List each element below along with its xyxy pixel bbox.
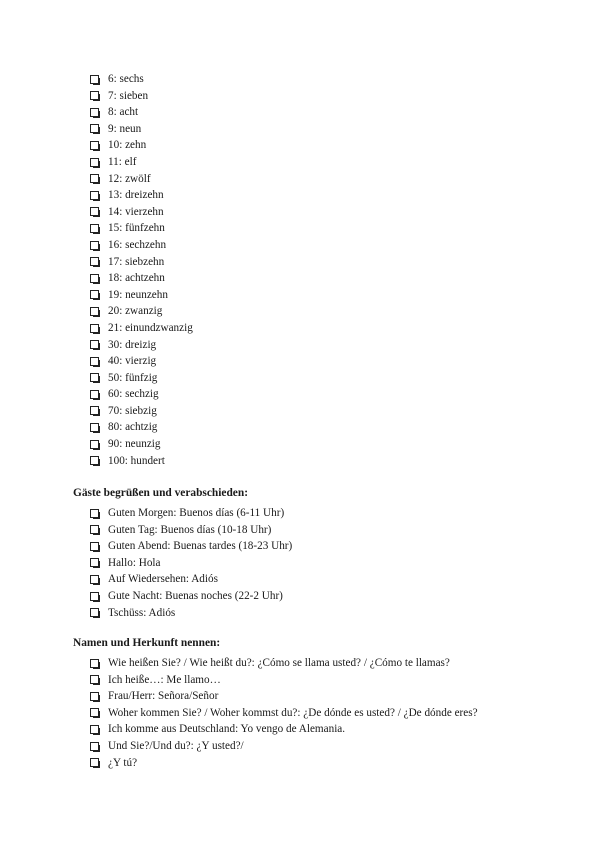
list-item — [90, 605, 292, 622]
checkbox-icon — [90, 423, 99, 432]
list-item-text: 12: zwölf — [108, 172, 151, 185]
list-item — [90, 655, 478, 672]
list-item — [90, 403, 193, 420]
checkbox-icon — [90, 357, 99, 366]
checkbox-icon — [90, 742, 99, 751]
list-item-text: 15: fünfzehn — [108, 222, 165, 235]
list-item — [90, 154, 193, 171]
checkbox-icon — [90, 224, 99, 233]
checkbox-icon — [90, 708, 99, 717]
list-item — [90, 738, 478, 755]
list-item-text: 11: elf — [108, 155, 137, 168]
list-item-text: 7: sieben — [108, 89, 149, 102]
numbers-list — [90, 71, 193, 469]
list-item — [90, 237, 193, 254]
list-item-text: 50: fünfzig — [108, 371, 158, 384]
checkbox-icon — [90, 659, 99, 668]
checkbox-icon — [90, 207, 99, 216]
checkbox-icon — [90, 675, 99, 684]
list-item-text: 70: siebzig — [108, 404, 157, 417]
checkbox-icon — [90, 91, 99, 100]
list-item — [90, 204, 193, 221]
checkbox-icon — [90, 406, 99, 415]
checkbox-icon — [90, 307, 99, 316]
checkbox-icon — [90, 274, 99, 283]
list-item — [90, 672, 478, 689]
checkbox-icon — [90, 257, 99, 266]
list-item — [90, 220, 193, 237]
list-item-text: 80: achtzig — [108, 421, 158, 434]
checkbox-icon — [90, 542, 99, 551]
list-item-text: Frau/Herr: Señora/Señor — [108, 690, 219, 703]
checkbox-icon — [90, 124, 99, 133]
list-item-text: 30: dreizig — [108, 338, 157, 351]
list-item-text: 8: acht — [108, 106, 139, 119]
list-item — [90, 320, 193, 337]
list-item-text: 9: neun — [108, 122, 142, 135]
checkbox-icon — [90, 174, 99, 183]
list-item — [90, 254, 193, 271]
checkbox-icon — [90, 324, 99, 333]
list-item — [90, 71, 193, 88]
list-item-text: 6: sechs — [108, 73, 144, 85]
list-item-text: 16: sechzehn — [108, 238, 167, 251]
list-item — [90, 453, 193, 470]
list-item — [90, 588, 292, 605]
list-item — [90, 386, 193, 403]
list-item — [90, 171, 193, 188]
list-item-text: Woher kommen Sie? / Woher kommst du?: ¿De dónde es usted? / ¿De dónde eres? — [108, 706, 478, 719]
checkbox-icon — [90, 575, 99, 584]
list-item — [90, 688, 478, 705]
list-item-text: Gute Nacht: Buenas noches (22-2 Uhr) — [108, 589, 283, 602]
list-item-text: Ich komme aus Deutschland: Yo vengo de Alemania. — [108, 723, 346, 736]
names-list — [90, 655, 478, 771]
list-item-text: 14: vierzehn — [108, 205, 164, 218]
list-item — [90, 137, 193, 154]
list-item — [90, 88, 193, 105]
list-item-text: 13: dreizehn — [108, 189, 164, 202]
names-heading: Namen und Herkunft nennen: — [73, 637, 221, 649]
list-item — [90, 436, 193, 453]
checkbox-icon — [90, 158, 99, 167]
list-item — [90, 705, 478, 722]
list-item-text: 19: neunzehn — [108, 288, 168, 301]
list-item — [90, 755, 478, 772]
checkbox-icon — [90, 141, 99, 150]
list-item — [90, 187, 193, 204]
list-item — [90, 522, 292, 539]
list-item-text: 100: hundert — [108, 454, 165, 467]
list-item-text: 10: zehn — [108, 139, 147, 152]
list-item — [90, 353, 193, 370]
list-item-text: Guten Abend: Buenas tardes (18-23 Uhr) — [108, 540, 293, 553]
list-item — [90, 538, 292, 555]
list-item — [90, 287, 193, 304]
list-item-text: Guten Morgen: Buenos días (6-11 Uhr) — [108, 507, 285, 519]
checkbox-icon — [90, 373, 99, 382]
greetings-heading: Gäste begrüßen und verabschieden: — [73, 487, 248, 499]
checkbox-icon — [90, 758, 99, 767]
checkbox-icon — [90, 525, 99, 534]
list-item — [90, 555, 292, 572]
list-item — [90, 104, 193, 121]
list-item — [90, 121, 193, 138]
list-item — [90, 337, 193, 354]
list-item-text: Guten Tag: Buenos días (10-18 Uhr) — [108, 523, 272, 536]
checkbox-icon — [90, 191, 99, 200]
checkbox-icon — [90, 241, 99, 250]
checkbox-icon — [90, 725, 99, 734]
list-item-text: 60: sechzig — [108, 388, 159, 401]
list-item — [90, 303, 193, 320]
list-item-text: Und Sie?/Und du?: ¿Y usted?/ — [108, 739, 244, 752]
list-item-text: 17: siebzehn — [108, 255, 165, 268]
checkbox-icon — [90, 592, 99, 601]
list-item — [90, 370, 193, 387]
list-item-text: Ich heiße…: Me llamo… — [108, 673, 221, 686]
checkbox-icon — [90, 440, 99, 449]
list-item-text: Wie heißen Sie? / Wie heißt du?: ¿Cómo se llama usted? / ¿Cómo te llamas? — [108, 657, 450, 669]
list-item-text: 90: neunzig — [108, 438, 161, 451]
list-item-text: Tschüss: Adiós — [108, 606, 176, 619]
checkbox-icon — [90, 390, 99, 399]
list-item-text: 18: achtzehn — [108, 272, 165, 285]
checkbox-icon — [90, 456, 99, 465]
list-item — [90, 270, 193, 287]
checkbox-icon — [90, 509, 99, 518]
checkbox-icon — [90, 290, 99, 299]
checkbox-icon — [90, 692, 99, 701]
list-item — [90, 419, 193, 436]
list-item-text: ¿Y tú? — [108, 756, 138, 769]
greetings-list — [90, 505, 292, 621]
list-item — [90, 571, 292, 588]
checkbox-icon — [90, 75, 99, 84]
list-item-text: 20: zwanzig — [108, 305, 163, 318]
list-item — [90, 721, 478, 738]
checkbox-icon — [90, 558, 99, 567]
checkbox-icon — [90, 108, 99, 117]
list-item-text: Hallo: Hola — [108, 556, 161, 569]
list-item-text: Auf Wiedersehen: Adiós — [108, 573, 218, 586]
list-item — [90, 505, 292, 522]
checkbox-icon — [90, 608, 99, 617]
checkbox-icon — [90, 340, 99, 349]
list-item-text: 21: einundzwanzig — [108, 321, 193, 334]
list-item-text: 40: vierzig — [108, 355, 157, 368]
